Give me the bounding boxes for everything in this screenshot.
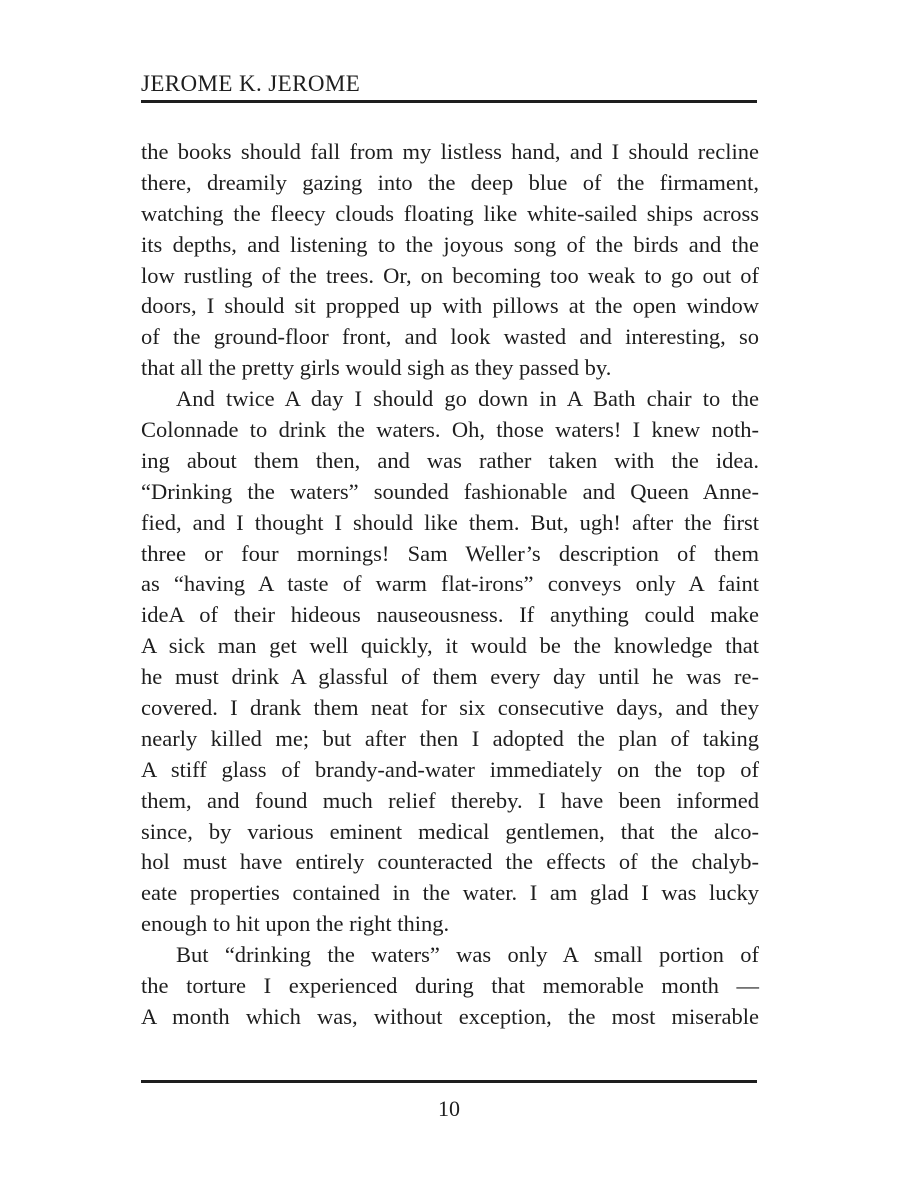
text-line: that all the pretty girls would sigh as they passed by. [141, 355, 612, 381]
text-line: “Drinking the waters” sounded fashionable and Queen Anne- [141, 478, 759, 504]
text-line: there, dreamily gazing into the deep blue of the firmament, [141, 169, 759, 195]
text-line: the torture I experienced during that memorable month — [141, 973, 759, 999]
text-line: low rustling of the trees. Or, on becoming too weak to go out of [141, 262, 759, 288]
text-line: of the ground-floor front, and look wasted and interesting, so [141, 324, 759, 350]
text-line: them, and found much relief thereby. I have been informed [141, 787, 759, 813]
text-line: three or four mornings! Sam Weller’s description of them [141, 540, 759, 566]
text-line: But “drinking the waters” was only A small portion of [176, 942, 759, 968]
footer-rule [141, 1080, 757, 1083]
running-header: JEROME K. JEROME [141, 71, 361, 96]
text-line: ing about them then, and was rather taken with the idea. [141, 447, 759, 473]
text-line: fied, and I thought I should like them. But, ugh! after the first [141, 509, 759, 535]
text-line: ideA of their hideous nauseousness. If anything could make [141, 602, 759, 628]
text-line: nearly killed me; but after then I adopted the plan of taking [141, 725, 759, 751]
text-line: as “having A taste of warm flat-irons” conveys only A faint [141, 571, 759, 597]
text-line: enough to hit upon the right thing. [141, 911, 450, 937]
text-line: covered. I drank them neat for six consecutive days, and they [141, 695, 759, 721]
text-line: A month which was, without exception, the most miserable [141, 1003, 759, 1029]
text-line: A sick man get well quickly, it would be the knowledge that [141, 633, 759, 659]
page-number: 10 [438, 1096, 460, 1121]
text-line: he must drink A glassful of them every day until he was re- [141, 664, 759, 690]
text-line: watching the fleecy clouds floating like white-sailed ships across [141, 200, 759, 226]
text-line: its depths, and listening to the joyous song of the birds and the [141, 231, 759, 257]
text-line: doors, I should sit propped up with pillows at the open window [141, 293, 759, 319]
text-line: the books should fall from my listless hand, and I should recline [141, 139, 759, 164]
text-line: And twice A day I should go down in A Bath chair to the [176, 386, 759, 412]
text-line: eate properties contained in the water. I am glad I was lucky [141, 880, 759, 906]
text-line: hol must have entirely counteracted the effects of the chalyb- [141, 849, 759, 875]
text-line: Colonnade to drink the waters. Oh, those waters! I knew noth- [141, 417, 759, 443]
text-line: since, by various eminent medical gentlemen, that the alco- [141, 818, 759, 844]
text-line: A stiff glass of brandy-and-water immediately on the top of [141, 756, 759, 782]
header-rule [141, 100, 757, 103]
page-body [141, 137, 759, 1033]
